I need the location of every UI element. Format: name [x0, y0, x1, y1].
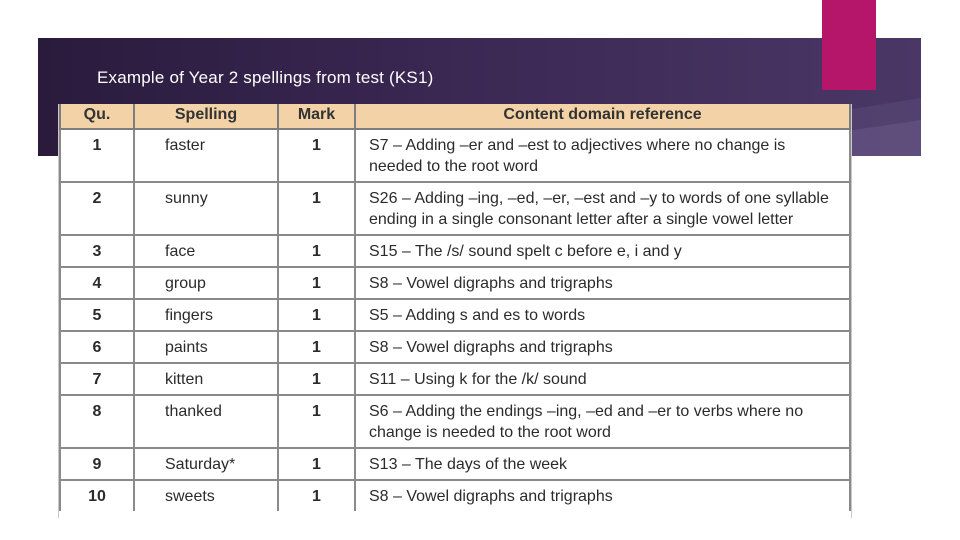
cell-qu: 7 [60, 363, 134, 395]
table-header-row [60, 104, 850, 129]
cell-spelling: kitten [134, 363, 278, 395]
cell-spelling: Saturday* [134, 448, 278, 480]
header-spelling: Spelling [134, 104, 278, 129]
cell-qu: 1 [60, 129, 134, 182]
cell-qu: 5 [60, 299, 134, 331]
cell-reference: S15 – The /s/ sound spelt c before e, i and y [355, 235, 850, 267]
table-row [60, 480, 850, 511]
cell-qu: 4 [60, 267, 134, 299]
cell-mark: 1 [278, 267, 355, 299]
cell-qu: 10 [60, 480, 134, 511]
cell-spelling: thanked [134, 395, 278, 448]
cell-spelling: face [134, 235, 278, 267]
table-row [60, 395, 850, 448]
cell-spelling: fingers [134, 299, 278, 331]
cell-spelling: group [134, 267, 278, 299]
cell-reference: S8 – Vowel digraphs and trigraphs [355, 267, 850, 299]
cell-qu: 9 [60, 448, 134, 480]
table-row [60, 235, 850, 267]
cell-reference: S5 – Adding s and es to words [355, 299, 850, 331]
cell-spelling: sweets [134, 480, 278, 511]
cell-spelling: sunny [134, 182, 278, 235]
cell-reference: S13 – The days of the week [355, 448, 850, 480]
table-row [60, 331, 850, 363]
cell-mark: 1 [278, 299, 355, 331]
cell-reference: S26 – Adding –ing, –ed, –er, –est and –y to words of one syllable ending in a single consonant letter after a single vowel letter [355, 182, 850, 235]
cell-mark: 1 [278, 480, 355, 511]
slide-title: Example of Year 2 spellings from test (KS1) [97, 68, 434, 87]
cell-spelling: paints [134, 331, 278, 363]
table-row [60, 129, 850, 182]
cell-mark: 1 [278, 448, 355, 480]
header-qu: Qu. [60, 104, 134, 129]
cell-mark: 1 [278, 129, 355, 182]
cell-mark: 1 [278, 235, 355, 267]
header-content-domain-reference: Content domain reference [355, 104, 850, 129]
cell-reference: S8 – Vowel digraphs and trigraphs [355, 331, 850, 363]
table-row [60, 299, 850, 331]
table-row [60, 363, 850, 395]
cell-qu: 8 [60, 395, 134, 448]
accent-bar [822, 0, 876, 90]
cell-reference: S7 – Adding –er and –est to adjectives where no change is needed to the root word [355, 129, 850, 182]
cell-mark: 1 [278, 331, 355, 363]
cell-reference: S11 – Using k for the /k/ sound [355, 363, 850, 395]
cell-spelling: faster [134, 129, 278, 182]
cell-mark: 1 [278, 395, 355, 448]
cell-qu: 3 [60, 235, 134, 267]
cell-mark: 1 [278, 363, 355, 395]
table-row [60, 448, 850, 480]
cell-reference: S8 – Vowel digraphs and trigraphs [355, 480, 850, 511]
header-mark: Mark [278, 104, 355, 129]
cell-qu: 6 [60, 331, 134, 363]
cell-reference: S6 – Adding the endings –ing, –ed and –er to verbs where no change is needed to the root word [355, 395, 850, 448]
cell-qu: 2 [60, 182, 134, 235]
table-row [60, 267, 850, 299]
table-row [60, 182, 850, 235]
spellings-table [59, 104, 851, 511]
spellings-table-container [58, 104, 852, 518]
cell-mark: 1 [278, 182, 355, 235]
